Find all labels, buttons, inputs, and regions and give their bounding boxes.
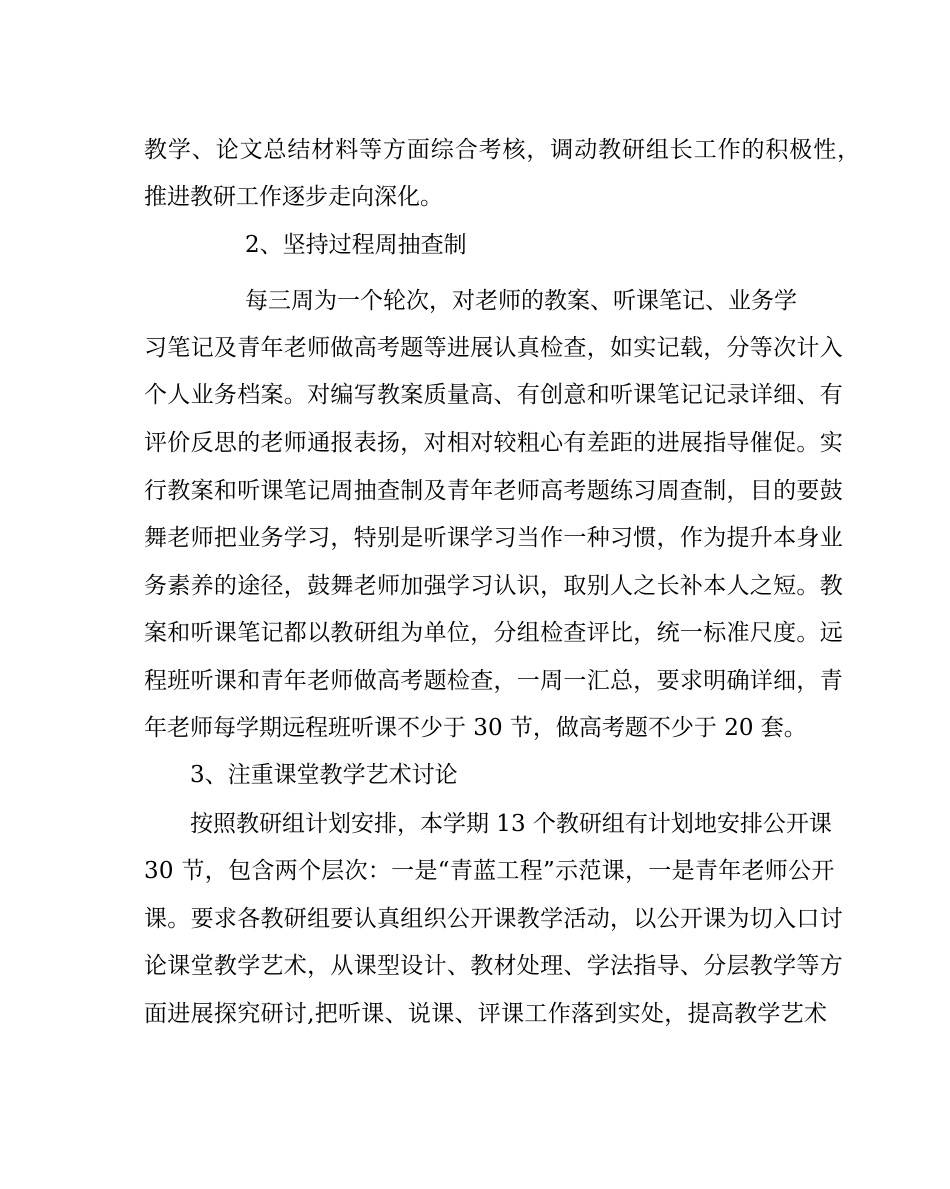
text-line: 习笔记及青年老师做高考题等进展认真检查，如实记载，分等次计入 <box>144 335 843 361</box>
text-line: 30 节，包含两个层次：一是“青蓝工程”示范课，一是青年老师公开 <box>144 858 835 884</box>
text-line: 论课堂教学艺术，从课型设计、教材处理、学法指导、分层教学等方 <box>144 953 843 979</box>
text-line: 按照教研组计划安排，本学期 13 个教研组有计划地安排公开课 <box>190 811 832 837</box>
text-line: 案和听课笔记都以教研组为单位，分组检查评比，统一标准尺度。远 <box>144 620 843 646</box>
text-line: 年老师每学期远程班听课不少于 30 节，做高考题不少于 20 套。 <box>144 715 807 741</box>
text-line: 行教案和听课笔记周抽查制及青年老师高考题练习周查制，目的要鼓 <box>144 478 843 504</box>
text-line: 舞老师把业务学习，特别是听课学习当作一种习惯，作为提升本身业 <box>144 525 843 551</box>
text-line: 务素养的途径，鼓舞老师加强学习认识，取别人之长补本人之短。教 <box>144 573 843 599</box>
section-heading: 2、坚持过程周抽查制 <box>245 232 467 258</box>
text-line: 每三周为一个轮次，对老师的教案、听课笔记、业务学 <box>245 288 797 314</box>
text-line: 面进展探究研讨,把听课、说课、评课工作落到实处，提高教学艺术 <box>144 1001 828 1027</box>
text-line: 程班听课和青年老师做高考题检查，一周一汇总，要求明确详细，青 <box>144 668 843 694</box>
text-line: 课。要求各教研组要认真组织公开课教学活动，以公开课为切入口讨 <box>144 906 843 932</box>
text-line: 教学、论文总结材料等方面综合考核，调动教研组长工作的积极性， <box>144 137 861 163</box>
text-line: 个人业务档案。对编写教案质量高、有创意和听课笔记记录详细、有 <box>144 382 843 408</box>
text-line: 评价反思的老师通报表扬，对相对较粗心有差距的进展指导催促。实 <box>144 430 843 456</box>
text-line: 推进教研工作逐步走向深化。 <box>144 184 443 210</box>
section-heading: 3、注重课堂教学艺术讨论 <box>190 762 458 788</box>
